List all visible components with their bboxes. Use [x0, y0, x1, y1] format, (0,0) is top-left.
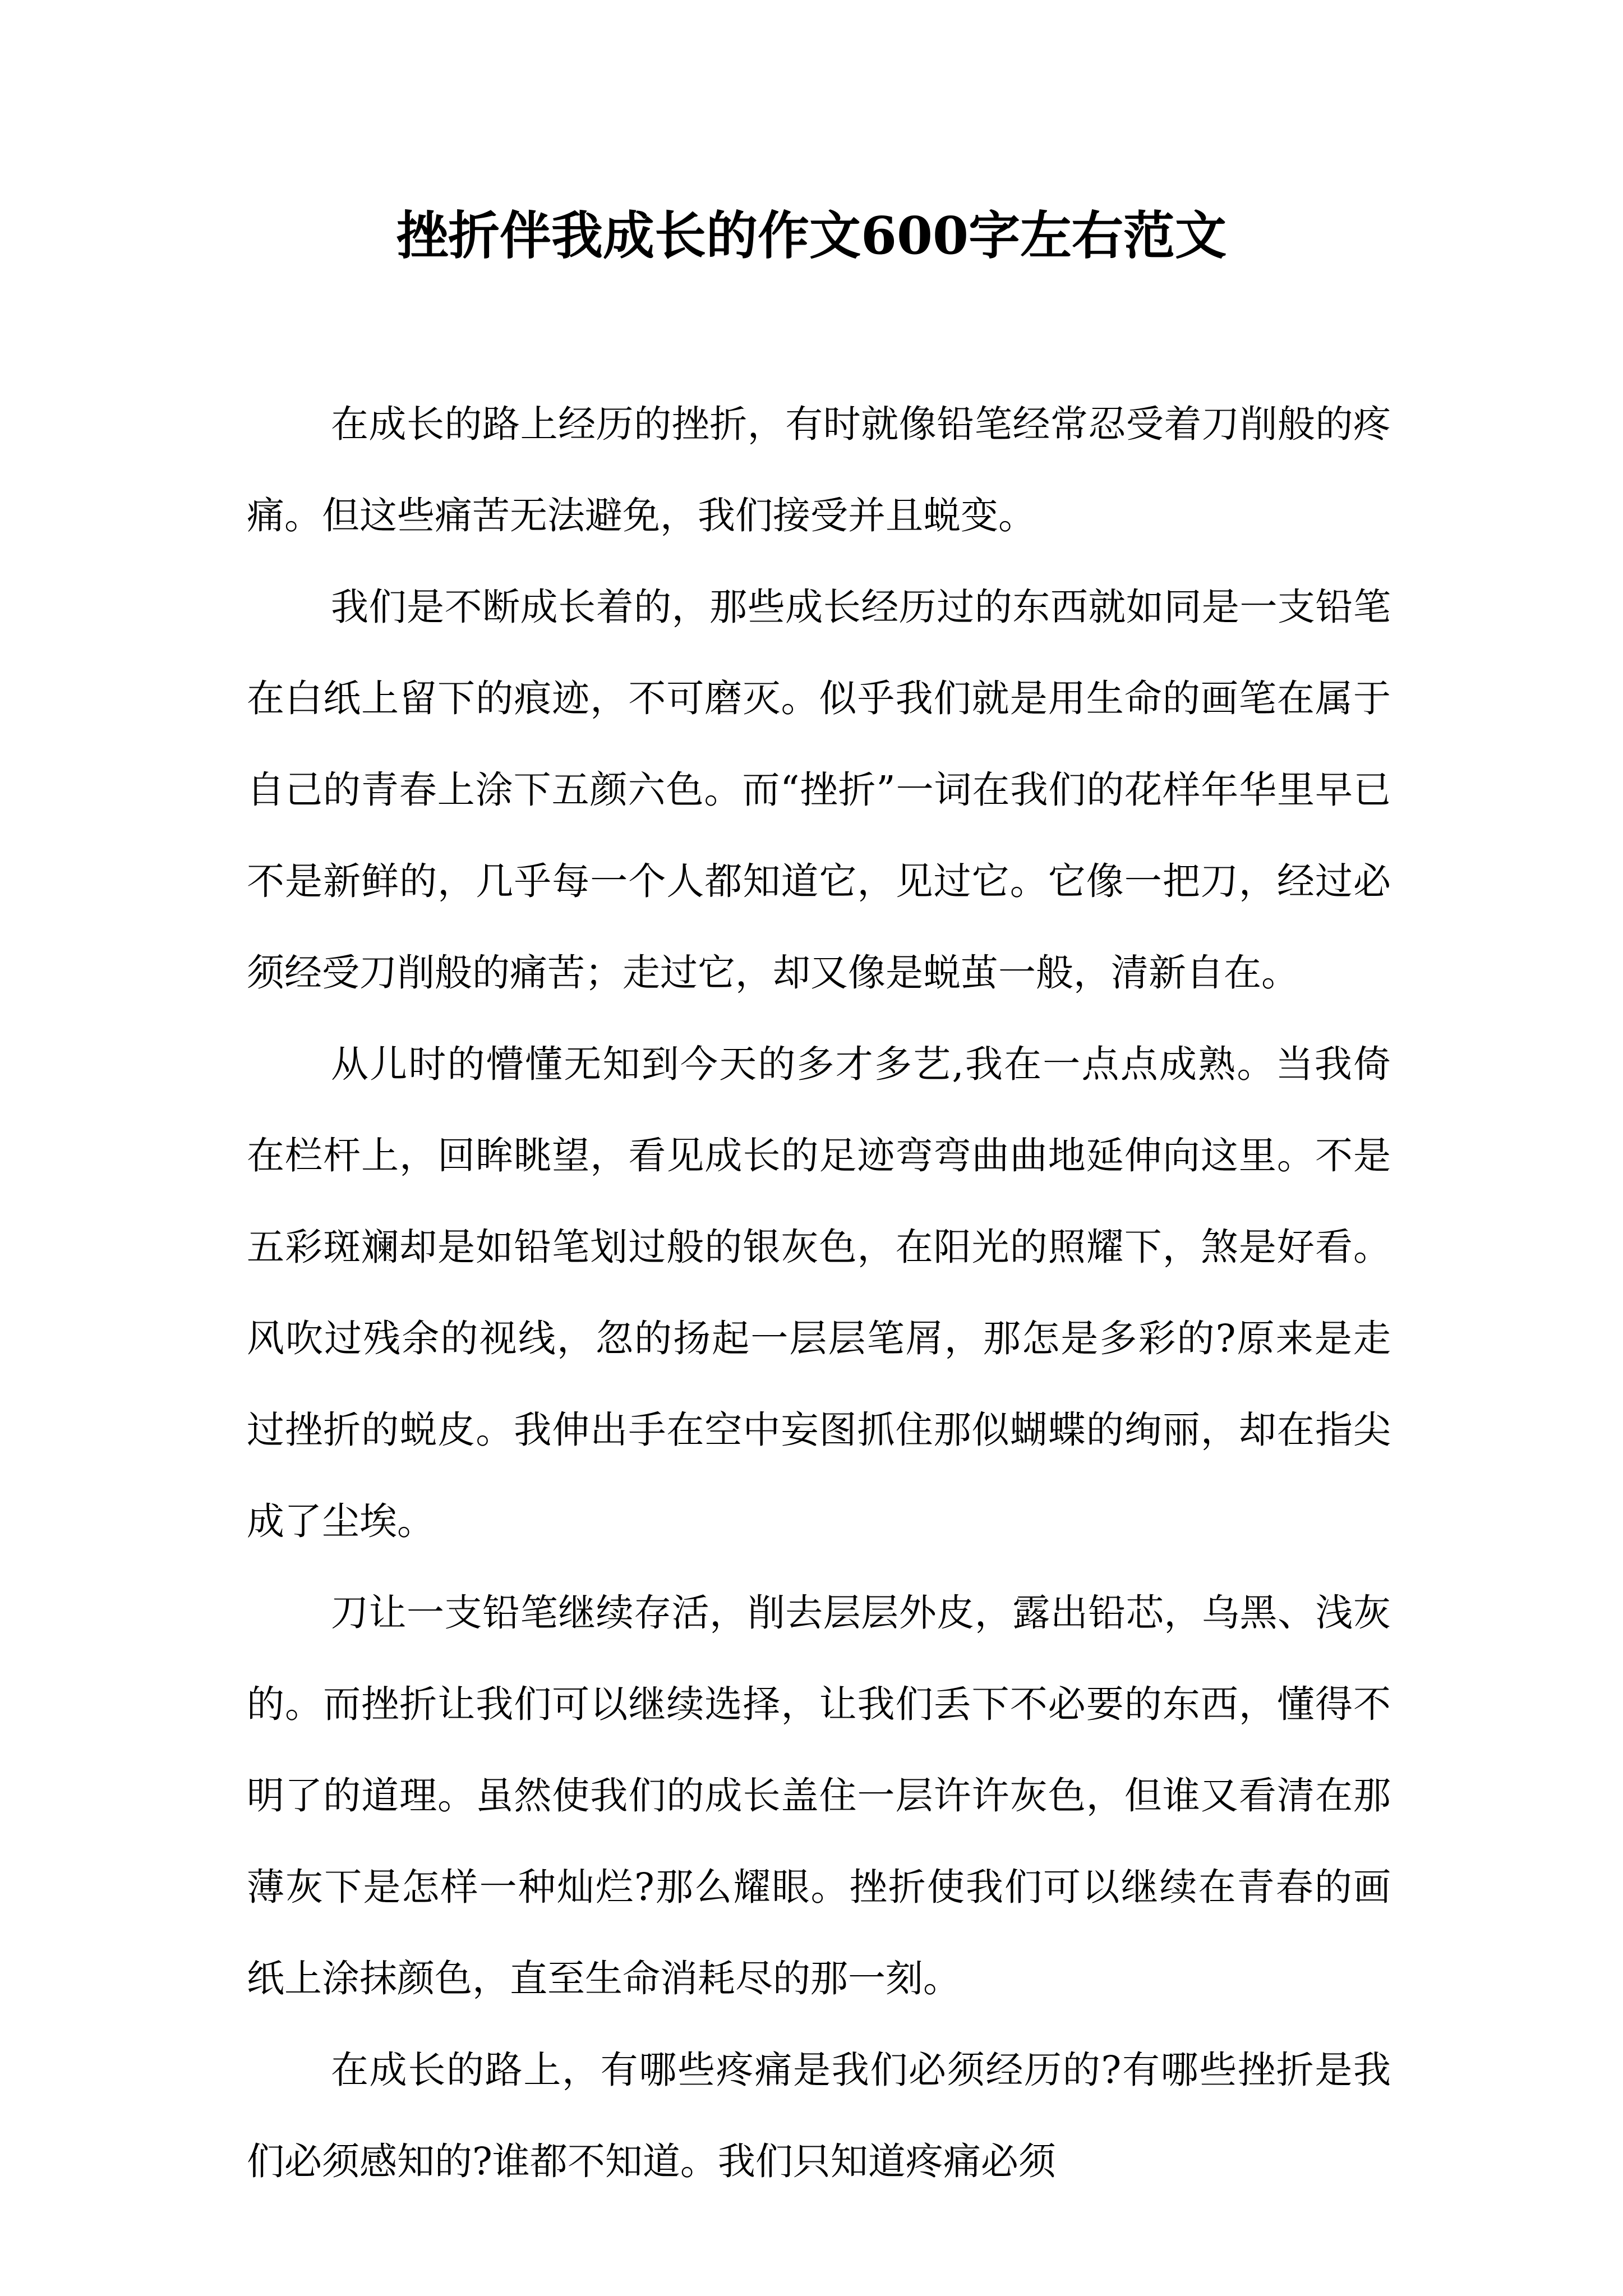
paragraph-3: 从儿时的懵懂无知到今天的多才多艺,我在一点点成熟。当我倚在栏杆上，回眸眺望，看见成长的足迹弯弯曲曲地延伸向这里。不是五彩斑斓却是如铅笔划过般的银灰色，在阳光的照耀下，煞是好看。风吹过残余的视线，忽的扬起一层层笔屑，那怎是多彩的?原来是走过挫折的蜕皮。我伸出手在空中妄图抓住那似蝴蝶的绚丽，却在指尖成了尘埃。 [247, 1042, 1391, 1543]
paragraph-2: 我们是不断成长着的，那些成长经历过的东西就如同是一支铅笔在白纸上留下的痕迹，不可磨灭。似乎我们就是用生命的画笔在属于自己的青春上涂下五颜六色。而“挫折”一词在我们的花样年华里早已不是新鲜的，几乎每一个人都知道它，见过它。它像一把刀，经过必须经受刀削般的痛苦；走过它，却又像是蜕茧一般，清新自在。 [247, 585, 1391, 995]
document-body [247, 379, 1391, 2207]
paragraph-1: 在成长的路上经历的挫折，有时就像铅笔经常忍受着刀削般的疼痛。但这些痛苦无法避免，我们接受并且蜕变。 [247, 402, 1391, 537]
paragraph-5: 在成长的路上，有哪些疼痛是我们必须经历的?有哪些挫折是我们必须感知的?谁都不知道。我们只知道疼痛必须 [247, 2048, 1391, 2183]
document-title: 挫折伴我成长的作文600字左右范文 [396, 205, 1227, 266]
paragraph-4: 刀让一支铅笔继续存活，削去层层外皮，露出铅芯，乌黑、浅灰的。而挫折让我们可以继续选择，让我们丢下不必要的东西，懂得不明了的道理。虽然使我们的成长盖住一层许许灰色，但谁又看清在那薄灰下是怎样一种灿烂?那么耀眼。挫折使我们可以继续在青春的画纸上涂抹颜色，直至生命消耗尽的那一刻。 [247, 1591, 1391, 2000]
